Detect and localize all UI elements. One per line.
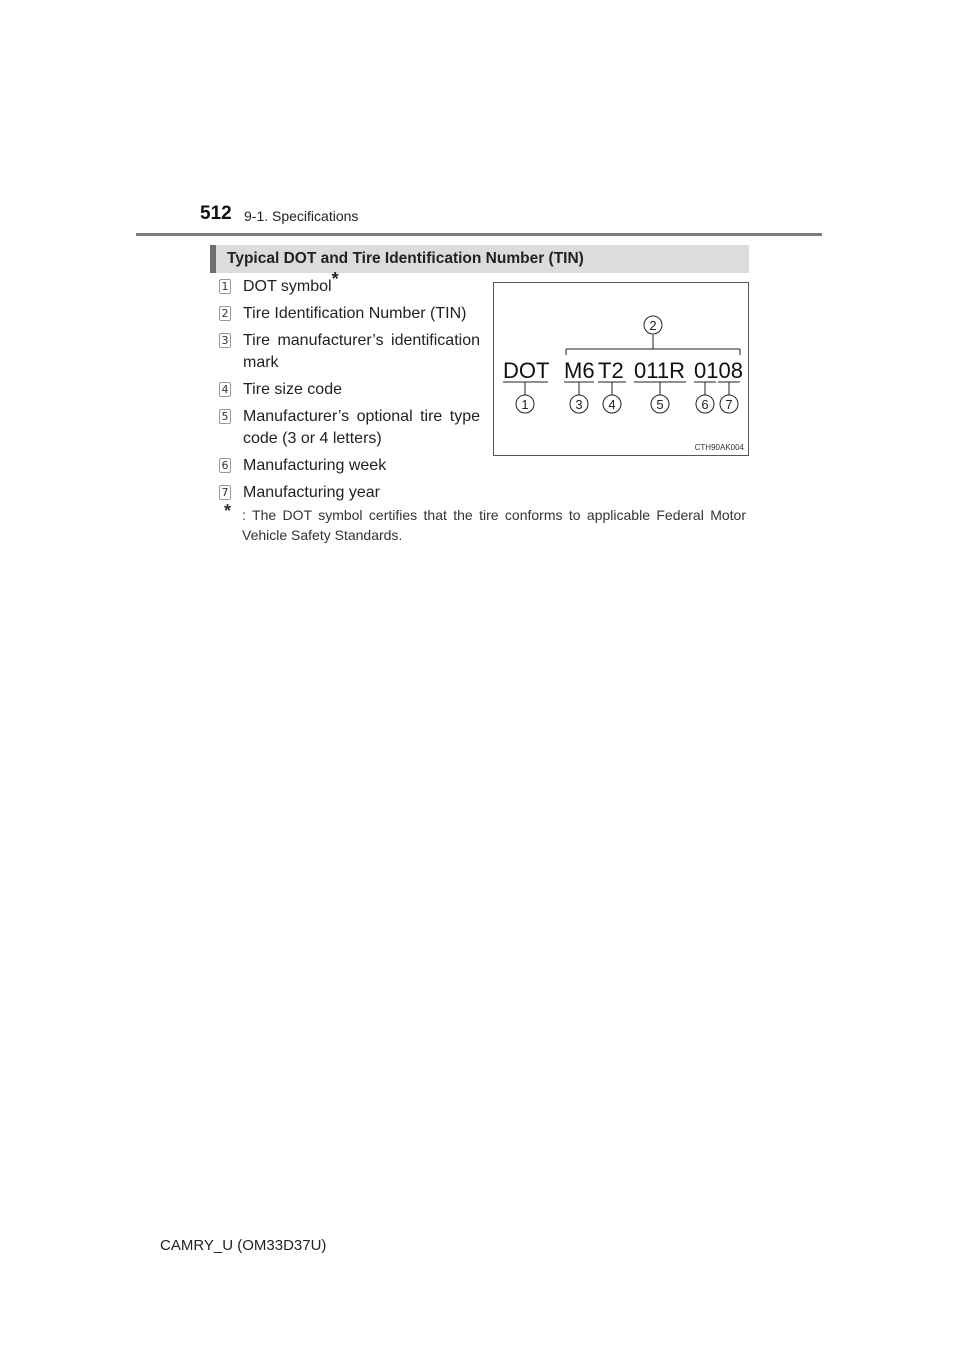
list-item [219,303,480,325]
item-number-badge: 1 [219,279,231,294]
item-text: Manufacturing year [243,484,380,501]
callout-label-4: 4 [608,397,616,412]
list-item [219,379,480,401]
code-dot: DOT [503,358,550,383]
figure-id: CTH90AK004 [694,443,744,452]
heading-bar [210,245,749,273]
page-number: 512 [200,203,232,224]
callout-label-2: 2 [649,318,657,333]
footnote [224,501,746,545]
footnote-text: : The DOT symbol certifies that the tire conforms to applicable Federal Motor Vehicle Safety Standards. [242,507,746,543]
item-text: Manufacturing week [243,457,387,474]
item-text: Manufacturer’s optional tire type code (3 or 4 letters) [243,408,480,447]
code-t2: T2 [598,358,624,383]
footer-model-code: CAMRY_U (OM33D37U) [160,1237,327,1254]
item-number-badge: 6 [219,458,231,473]
item-number-badge: 7 [219,485,231,500]
dot-tin-diagram [494,283,748,455]
list-item [219,455,480,477]
section-title: 9-1. Specifications [244,208,359,224]
item-list [219,269,480,509]
header-rule [136,233,822,236]
footnote-asterisk: * [224,501,232,521]
item-number-badge: 3 [219,333,231,348]
item-text: DOT symbol [243,278,332,295]
callout-label-6: 6 [701,397,709,412]
item-text: Tire manufacturer’s identification mark [243,332,480,371]
list-item [219,269,480,298]
dot-tin-figure [493,282,749,456]
heading-title: Typical DOT and Tire Identification Number (TIN) [227,250,584,267]
callout-label-5: 5 [656,397,664,412]
item-number-badge: 5 [219,409,231,424]
list-item [219,330,480,374]
callout-label-1: 1 [521,397,529,412]
item-number-badge: 4 [219,382,231,397]
item-text: Tire Identification Number (TIN) [243,305,467,322]
item-text: Tire size code [243,381,342,398]
list-item [219,482,480,504]
asterisk-marker: * [331,269,339,289]
item-number-badge: 2 [219,306,231,321]
code-0108: 0108 [694,358,743,383]
callout-label-7: 7 [725,397,733,412]
code-011r: 011R [634,358,685,383]
list-item [219,406,480,450]
callout-label-3: 3 [575,397,583,412]
code-m6: M6 [564,358,595,383]
